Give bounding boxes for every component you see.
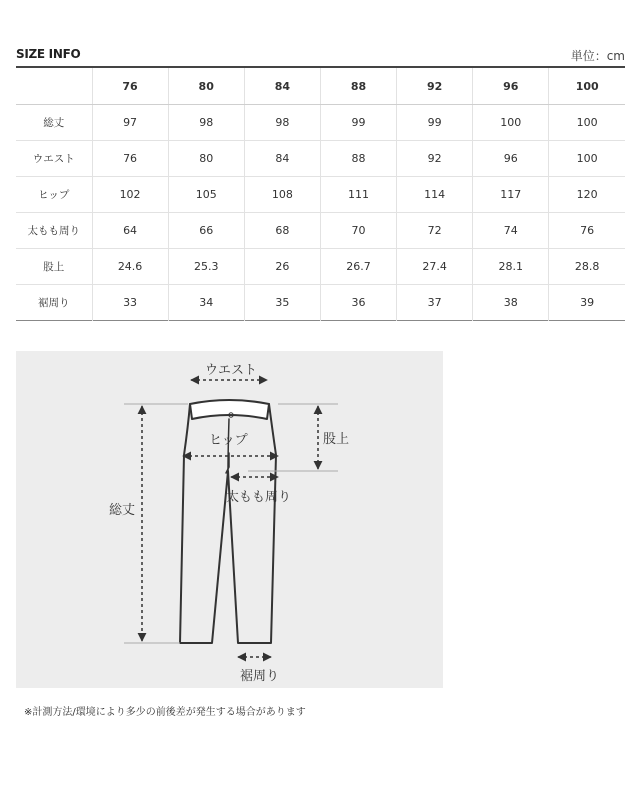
table-cell: 26.7 (320, 249, 396, 285)
table-cell: 37 (397, 285, 473, 321)
table-cell: 72 (397, 213, 473, 249)
hem-label: 裾周り (240, 669, 280, 684)
table-cell: 24.6 (92, 249, 168, 285)
size-info-header (16, 44, 625, 66)
table-cell: 35 (244, 285, 320, 321)
table-cell: 27.4 (397, 249, 473, 285)
table-cell: 38 (473, 285, 549, 321)
size-col-header: 80 (168, 67, 244, 105)
table-row-rise (16, 249, 625, 285)
row-label: 太もも周り (16, 213, 92, 249)
table-row-hip (16, 177, 625, 213)
length-label: 総丈 (109, 503, 136, 518)
table-cell: 96 (473, 141, 549, 177)
table-cell: 25.3 (168, 249, 244, 285)
table-cell: 76 (549, 213, 625, 249)
size-col-header: 88 (320, 67, 396, 105)
table-cell: 100 (473, 105, 549, 141)
table-cell: 102 (92, 177, 168, 213)
table-cell: 70 (320, 213, 396, 249)
size-col-header: 96 (473, 67, 549, 105)
row-label: 総丈 (43, 117, 65, 129)
measurement-diagram (16, 351, 443, 688)
row-label: 股上 (16, 249, 92, 285)
size-col-header: 92 (397, 67, 473, 105)
unit-label: 単位：cm (570, 49, 625, 63)
table-row-thigh (16, 213, 625, 249)
table-cell: 84 (244, 141, 320, 177)
table-cell: 97 (92, 105, 168, 141)
size-info-title: SIZE INFO (16, 47, 81, 61)
table-cell: 114 (397, 177, 473, 213)
table-cell: 92 (397, 141, 473, 177)
table-cell: 36 (320, 285, 396, 321)
table-cell: 68 (244, 213, 320, 249)
size-header-row (16, 67, 625, 105)
table-row-waist (16, 141, 625, 177)
size-table (16, 66, 625, 321)
table-cell: 100 (549, 141, 625, 177)
table-cell: 108 (244, 177, 320, 213)
size-col-header: 84 (244, 67, 320, 105)
table-cell: 111 (320, 177, 396, 213)
table-cell: 120 (549, 177, 625, 213)
table-cell: 28.8 (549, 249, 625, 285)
row-label: 裾周り (16, 285, 92, 321)
pants-diagram-svg (16, 351, 443, 688)
table-cell: 98 (168, 105, 244, 141)
table-cell: 105 (168, 177, 244, 213)
row-label: ウエスト (16, 141, 92, 177)
table-cell: 88 (320, 141, 396, 177)
table-cell: 39 (549, 285, 625, 321)
table-row-hem (16, 285, 625, 321)
row-label: ヒップ (16, 177, 92, 213)
table-cell: 28.1 (473, 249, 549, 285)
size-col-header: 100 (549, 67, 625, 105)
measurement-note: ※計測方法/環境により多少の前後差が発生する場合があります (24, 707, 306, 718)
size-col-header: 76 (92, 67, 168, 105)
table-cell: 34 (168, 285, 244, 321)
table-cell: 26 (244, 249, 320, 285)
table-cell: 80 (168, 141, 244, 177)
table-cell: 64 (92, 213, 168, 249)
table-cell: 117 (473, 177, 549, 213)
table-cell: 99 (397, 105, 473, 141)
table-cell: 99 (320, 105, 396, 141)
hip-label: ヒップ (209, 433, 248, 448)
table-cell: 76 (92, 141, 168, 177)
corner-cell (16, 67, 92, 105)
thigh-label: 太もも周り (226, 490, 292, 505)
table-row-total-length (16, 105, 625, 141)
table-cell: 74 (473, 213, 549, 249)
rise-label: 股上 (323, 432, 350, 447)
table-cell: 98 (244, 105, 320, 141)
table-cell: 66 (168, 213, 244, 249)
waist-label: ウエスト (205, 363, 258, 378)
table-cell: 33 (92, 285, 168, 321)
table-cell: 100 (549, 105, 625, 141)
